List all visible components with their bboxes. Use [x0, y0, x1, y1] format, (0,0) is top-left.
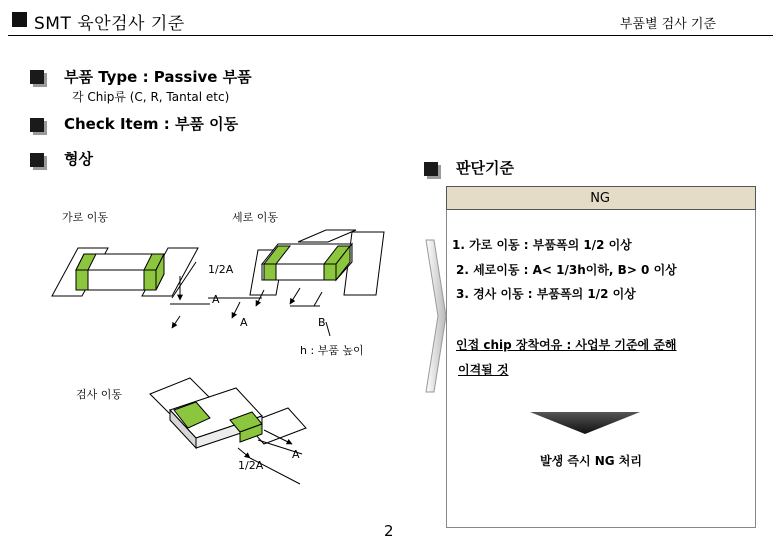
part-type-label: 부품 Type : Passive 부품 — [64, 68, 252, 86]
skew-move-label: 검사 이동 — [76, 388, 123, 401]
criterion-2: 2. 세로이동 : A< 1/3h이하, B> 0 이상 — [456, 263, 677, 277]
page-number: 2 — [384, 522, 394, 540]
chevron-arrow-icon — [426, 240, 446, 392]
chip-skew-move — [150, 378, 306, 484]
a-label-2: A — [240, 316, 248, 329]
note-line-1: 인접 chip 장착여유 : 사업부 기준에 준해 — [456, 338, 677, 352]
chip-vertical-move — [172, 230, 384, 336]
check-item-label: Check Item : 부품 이동 — [64, 115, 239, 133]
vertical-move-label: 세로 이동 — [232, 211, 279, 224]
judgement-label: 판단기준 — [456, 159, 514, 177]
shape-label: 형상 — [64, 150, 93, 168]
criterion-3: 3. 경사 이동 : 부품폭의 1/2 이상 — [456, 287, 636, 301]
criterion-1: 1. 가로 이동 : 부품폭의 1/2 이상 — [452, 238, 632, 252]
half-a-label-1: 1/2A — [208, 263, 234, 276]
a-label-1: A — [212, 293, 220, 306]
half-a-label-2: 1/2A — [238, 459, 264, 472]
a-label-3: A — [292, 448, 300, 461]
ng-action: 발생 즉시 NG 처리 — [540, 454, 642, 468]
page-subtitle: 부품별 검사 기준 — [619, 17, 716, 32]
page-title: SMT 육안검사 기준 — [34, 14, 185, 34]
chip-horizontal-move — [52, 248, 210, 304]
part-type-sub: 각 Chip류 (C, R, Tantal etc) — [72, 90, 230, 104]
note-line-2: 이격될 것 — [458, 363, 509, 377]
height-note: h : 부품 높이 — [300, 344, 364, 357]
down-triangle-icon — [530, 412, 640, 434]
horizontal-move-label: 가로 이동 — [62, 211, 109, 224]
b-label: B — [318, 316, 326, 329]
ng-header-text: NG — [590, 191, 610, 206]
